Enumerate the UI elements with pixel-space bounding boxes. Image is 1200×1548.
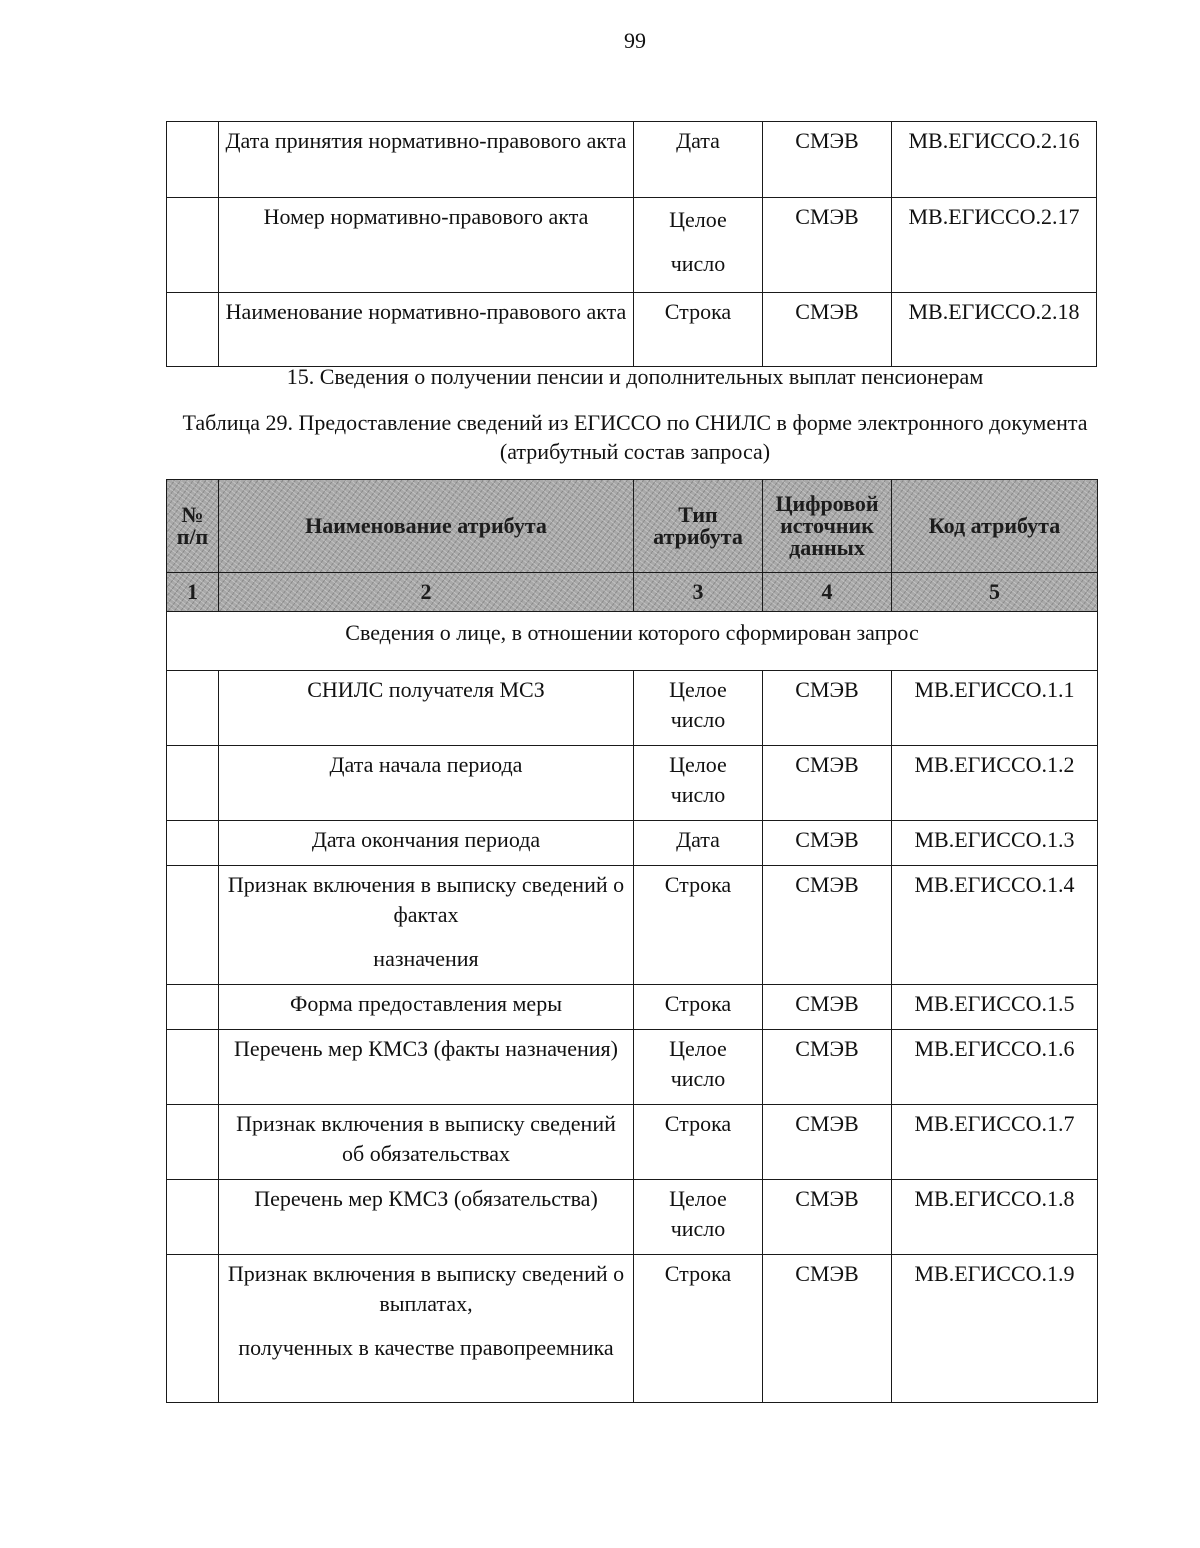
attribute-code-cell: МВ.ЕГИССО.1.2 [892, 746, 1098, 821]
table-row [167, 671, 1098, 746]
attribute-name-cell: Признак включения в выписку сведений об обязательствах [219, 1105, 634, 1180]
attribute-name-paragraph: Признак включения в выписку сведений о выплатах, [227, 1261, 625, 1316]
attribute-type-cell: Дата [634, 821, 763, 866]
section-title-row [167, 612, 1098, 671]
row-number-cell [167, 1030, 219, 1105]
attribute-code-cell: МВ.ЕГИССО.1.7 [892, 1105, 1098, 1180]
attribute-code-cell: МВ.ЕГИССО.2.18 [892, 293, 1097, 367]
table-row [167, 1105, 1098, 1180]
data-source-cell: СМЭВ [763, 821, 892, 866]
column-number-cell: 1 [167, 573, 219, 612]
attribute-name-cell: СНИЛС получателя МСЗ [219, 671, 634, 746]
table-row [167, 866, 1098, 985]
attribute-type-cell: Целое число [634, 1180, 763, 1255]
table-row [167, 122, 1097, 198]
row-number-cell [167, 122, 219, 198]
data-source-cell: СМЭВ [763, 122, 892, 198]
continued-attributes-table [166, 121, 1097, 367]
table-row [167, 293, 1097, 367]
attribute-type-cell: Целое число [634, 1030, 763, 1105]
row-number-cell [167, 198, 219, 293]
attribute-code-cell: МВ.ЕГИССО.1.9 [892, 1255, 1098, 1403]
attribute-type-line: число [670, 251, 726, 276]
attribute-code-cell: МВ.ЕГИССО.1.8 [892, 1180, 1098, 1255]
row-number-cell [167, 821, 219, 866]
attribute-name-cell: Перечень мер КМСЗ (факты назначения) [219, 1030, 634, 1105]
data-source-cell: СМЭВ [763, 1255, 892, 1403]
column-number-cell: 4 [763, 573, 892, 612]
data-source-cell: СМЭВ [763, 866, 892, 985]
table-row [167, 985, 1098, 1030]
attribute-code-cell: МВ.ЕГИССО.2.16 [892, 122, 1097, 198]
attribute-name-cell: Номер нормативно-правового акта [219, 198, 634, 293]
attribute-name-cell: Дата начала периода [219, 746, 634, 821]
row-number-cell [167, 1255, 219, 1403]
data-source-cell: СМЭВ [763, 746, 892, 821]
attribute-type-cell: Строка [634, 985, 763, 1030]
attribute-code-cell: МВ.ЕГИССО.1.1 [892, 671, 1098, 746]
data-source-cell: СМЭВ [763, 1030, 892, 1105]
table-caption: Таблица 29. Предоставление сведений из ЕГИССО по СНИЛС в форме электронного документа (атрибутный состав запроса) [182, 410, 1088, 464]
attribute-name-paragraph: назначения [373, 946, 479, 971]
table-row [167, 1030, 1098, 1105]
row-number-cell [167, 671, 219, 746]
row-number-cell [167, 985, 219, 1030]
table-row [167, 1255, 1098, 1403]
table-row [167, 198, 1097, 293]
row-number-cell [167, 1180, 219, 1255]
section-title-cell: Сведения о лице, в отношении которого сформирован запрос [167, 612, 1098, 671]
column-number-cell: 3 [634, 573, 763, 612]
attribute-name-cell: Дата окончания периода [219, 821, 634, 866]
page-number: 99 [624, 28, 646, 53]
attribute-type-cell [634, 198, 763, 293]
data-source-cell: СМЭВ [763, 198, 892, 293]
header-cell-number: № п/п [167, 480, 219, 573]
row-number-cell [167, 1105, 219, 1180]
attribute-code-cell: МВ.ЕГИССО.1.5 [892, 985, 1098, 1030]
attribute-name-cell: Перечень мер КМСЗ (обязательства) [219, 1180, 634, 1255]
attribute-name-paragraph: Признак включения в выписку сведений о фактах [227, 872, 625, 927]
attribute-type-cell: Целое число [634, 746, 763, 821]
attribute-type-cell: Строка [634, 1105, 763, 1180]
header-cell-name: Наименование атрибута [219, 480, 634, 573]
row-number-cell [167, 293, 219, 367]
attribute-name-cell: Дата принятия нормативно-правового акта [219, 122, 634, 198]
attribute-name-paragraph: полученных в качестве правопреемника [238, 1335, 614, 1360]
table-row [167, 1180, 1098, 1255]
attribute-type-cell: Дата [634, 122, 763, 198]
header-cell-source: Цифровой источник данных [763, 480, 892, 573]
request-attributes-table [166, 479, 1098, 1403]
section-heading: 15. Сведения о получении пенсии и дополнительных выплат пенсионерам [286, 364, 984, 389]
attribute-name-cell [219, 866, 634, 985]
attribute-type-line: Целое [669, 207, 727, 232]
attribute-type-cell: Целое число [634, 671, 763, 746]
attribute-name-cell: Наименование нормативно-правового акта [219, 293, 634, 367]
attribute-code-cell: МВ.ЕГИССО.1.6 [892, 1030, 1098, 1105]
attribute-name-cell [219, 1255, 634, 1403]
column-number-cell: 5 [892, 573, 1098, 612]
column-number-row [167, 573, 1098, 612]
data-source-cell: СМЭВ [763, 1180, 892, 1255]
data-source-cell: СМЭВ [763, 985, 892, 1030]
row-number-cell [167, 866, 219, 985]
header-cell-type: Тип атрибута [634, 480, 763, 573]
attribute-code-cell: МВ.ЕГИССО.2.17 [892, 198, 1097, 293]
data-source-cell: СМЭВ [763, 293, 892, 367]
data-source-cell: СМЭВ [763, 1105, 892, 1180]
attribute-type-cell: Строка [634, 293, 763, 367]
attribute-code-cell: МВ.ЕГИССО.1.4 [892, 866, 1098, 985]
data-source-cell: СМЭВ [763, 671, 892, 746]
row-number-cell [167, 746, 219, 821]
attribute-type-cell: Строка [634, 866, 763, 985]
header-cell-code: Код атрибута [892, 480, 1098, 573]
table-row [167, 821, 1098, 866]
attribute-name-cell: Форма предоставления меры [219, 985, 634, 1030]
table-header-row [167, 480, 1098, 573]
attribute-code-cell: МВ.ЕГИССО.1.3 [892, 821, 1098, 866]
attribute-type-cell: Строка [634, 1255, 763, 1403]
table-row [167, 746, 1098, 821]
column-number-cell: 2 [219, 573, 634, 612]
